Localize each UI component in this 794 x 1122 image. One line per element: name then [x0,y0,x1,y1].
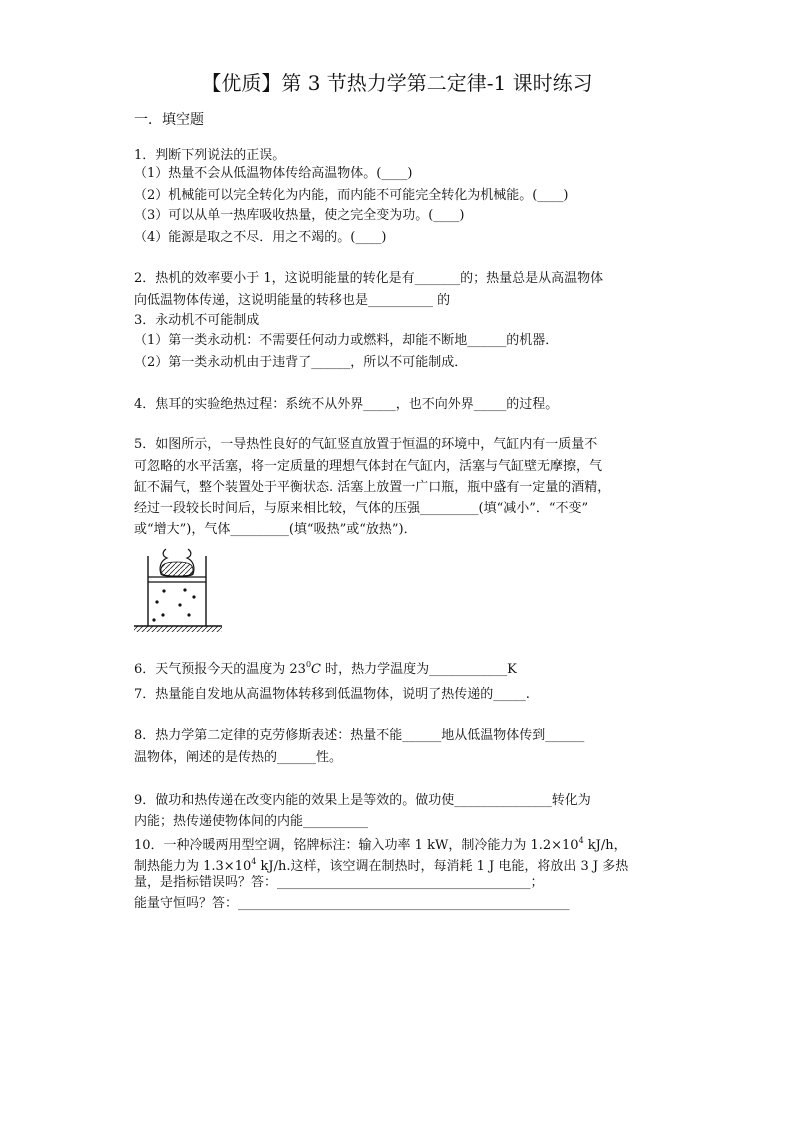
q10-line-2-sup: 4 [251,857,257,866]
q8-line-2: 温物体，阐述的是传热的______性。 [134,750,343,765]
page-title: 【优质】第 3 节热力学第二定律-1 课时练习 [201,71,593,95]
q5-line-2: 可忽略的水平活塞，将一定质量的理想气体封在气缸内，活塞与气缸壁无摩擦，气 [134,459,603,474]
q1-item-2: （2）机械能可以完全转化为内能，而内能不可能完全转化为机械能。(____) [134,188,569,203]
q6-after: 时，热力学温度为____________K [321,662,517,677]
q1-item-3: （3）可以从单一热库吸收热量，使之完全变为功。(____) [134,208,465,223]
q1-item-4: （4）能源是取之不尽．用之不竭的。(____) [134,230,387,245]
q7-text: 7．热量能自发地从高温物体转移到低温物体，说明了热传递的_____. [134,687,530,702]
q10-line-2-before: 制热能力为 1.3×10 [134,859,252,874]
q6-degree-sup: 0 [305,660,312,669]
q6-before: 6．天气预报今天的温度为 23 [134,662,306,677]
q10-line-1-after: kJ/h， [583,838,627,853]
q2-line-1: 2．热机的效率要小于 1，这说明能量的转化是有_______的；热量总是从高温物体 [134,271,604,286]
q3-item-2: （2）第一类永动机由于违背了______，所以不可能制成． [134,355,468,370]
q10-line-3: 量，是指标错误吗？答：_______________________________________； [134,875,544,890]
section-heading: 一．填空题 [134,112,204,128]
q10-line-1-before: 10．一种冷暖两用型空调，铭牌标注：输入功率 1 kW，制冷能力为 1.2×10 [134,838,579,853]
q2-line-2: 向低温物体传递，这说明能量的转移也是__________ 的 [134,293,451,308]
q5-line-1: 5．如图所示，一导热性良好的气缸竖直放置于恒温的环境中，气缸内有一质量不 [134,437,598,452]
q6-celsius-unit: C [311,662,321,677]
q6-text [134,656,517,678]
q10-line-4: 能量守恒吗？答：___________________________________________________ [134,896,570,911]
q5-line-4: 经过一段较长时间后，与原来相比较，气体的压强_________(填“减小”．“不变” [134,501,589,516]
q3-item-1: （1）第一类永动机：不需要任何动力或燃料，却能不断地______的机器． [134,333,559,348]
q1-item-1: （1）热量不会从低温物体传给高温物体。(____) [134,166,413,181]
q8-line-1: 8．热力学第二定律的克劳修斯表述：热量不能______地从低温物体传到______ [134,728,585,743]
cylinder-diagram [130,544,226,636]
q5-line-5: 或“增大”)，气体_________(填“吸热”或“放热”)． [134,522,417,537]
q3-stem: 3．永动机不可能制成 [134,313,260,328]
q9-line-2: 内能；热传递使物体间的内能__________ [134,814,369,829]
q4-text: 4．焦耳的实验绝热过程：系统不从外界_____，也不向外界_____的过程。 [134,397,559,412]
q10-line-1 [134,832,627,854]
q9-line-1: 9．做功和热传递在改变内能的效果上是等效的。做功使_______________转化为 [134,793,591,808]
q10-line-2 [134,853,628,875]
q10-line-1-sup: 4 [578,836,584,845]
q1-stem: 1．判断下列说法的正误。 [134,148,286,163]
q10-line-2-after: kJ/h.这样，该空调在制热时，每消耗 1 J 电能，将放出 3 J 多热 [256,859,629,874]
q5-line-3: 缸不漏气，整个装置处于平衡状态. 活塞上放置一广口瓶，瓶中盛有一定量的酒精， [134,480,611,495]
